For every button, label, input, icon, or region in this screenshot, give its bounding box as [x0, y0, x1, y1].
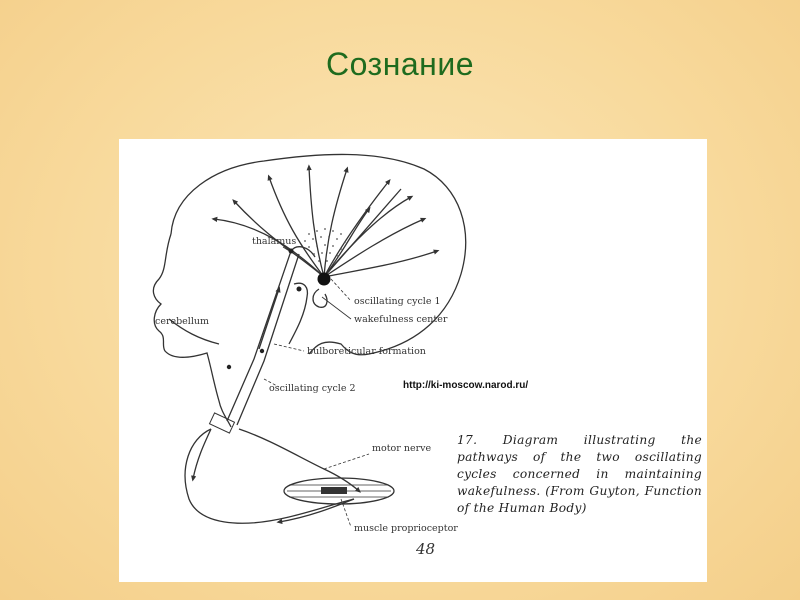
face-profile	[153, 234, 231, 427]
diagram-figure	[119, 139, 707, 582]
muscle-proprioceptor-node	[321, 487, 347, 494]
label-bulboreticular-formation: bulboreticular formation	[307, 346, 426, 357]
label-oscillating-cycle-1: oscillating cycle 1	[354, 296, 441, 307]
brainstem-pathway	[227, 251, 291, 421]
slide-title: Сознание	[325, 46, 475, 82]
label-oscillating-cycle-2: oscillating cycle 2	[269, 383, 356, 394]
label-thalamus: thalamus	[252, 236, 297, 247]
label-muscle-proprioceptor: muscle proprioceptor	[354, 523, 458, 534]
wakefulness-center-node	[318, 273, 331, 286]
label-motor-nerve: motor nerve	[372, 443, 432, 454]
label-wakefulness-center: wakefulness center	[354, 314, 448, 325]
source-url: http://ki-moscow.narod.ru/	[403, 380, 529, 391]
label-cerebellum: cerebellum	[155, 316, 210, 327]
page-number: 48	[416, 540, 436, 558]
figure-caption: 17. Diagram illustrating the pathways of the two oscillating cycles concerned in maintaining wakefulness. (From Guyton, Function of the Human Body)	[457, 433, 702, 515]
